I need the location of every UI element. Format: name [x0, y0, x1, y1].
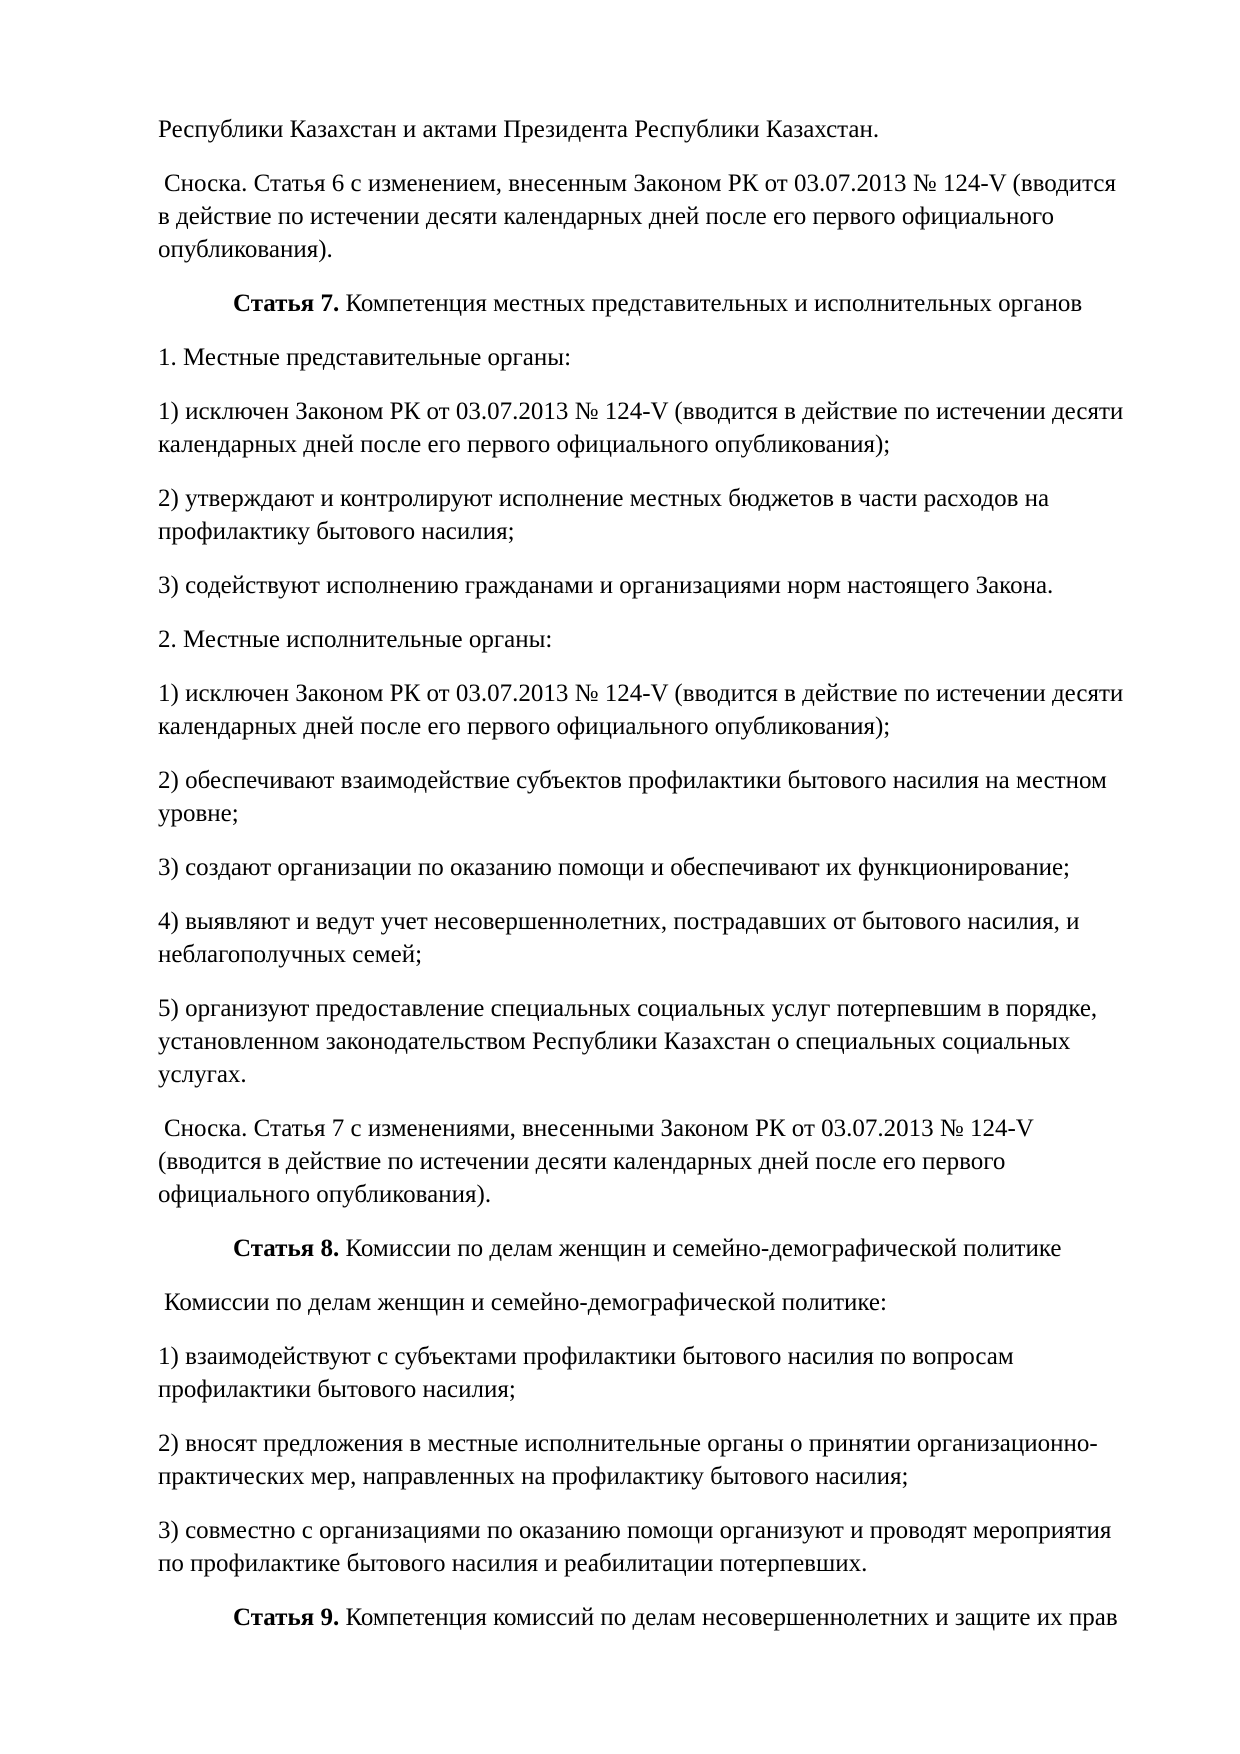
text-line: 1. Местные представительные органы: [158, 344, 572, 371]
paragraph [158, 851, 1200, 884]
paragraph [158, 1340, 1200, 1406]
text-line: в действие по истечении десяти календарных дней после его первого официального [158, 203, 1054, 230]
paragraph [158, 395, 1200, 461]
paragraph [158, 569, 1200, 602]
text-line: профилактики бытового насилия; [158, 1376, 516, 1403]
text-line: 2. Местные исполнительные органы: [158, 626, 553, 653]
text-line: по профилактике бытового насилия и реабилитации потерпевших. [158, 1550, 868, 1577]
paragraph [158, 992, 1200, 1091]
text-line: уровне; [158, 800, 239, 827]
paragraph [158, 764, 1200, 830]
text-line: Статья 9. Компетенция комиссий по делам несовершеннолетних и защите их прав [233, 1604, 1118, 1631]
article-heading [158, 1601, 1200, 1634]
text-line: 2) утверждают и контролируют исполнение местных бюджетов в части расходов на [158, 485, 1050, 512]
text-line: Комиссии по делам женщин и семейно-демографической политике: [164, 1289, 887, 1316]
text-line: Республики Казахстан и актами Президента Республики Казахстан. [158, 116, 880, 143]
text-line: официального опубликования). [158, 1181, 492, 1208]
text-line: 1) исключен Законом РК от 03.07.2013 № 124-V (вводится в действие по истечении десяти [158, 398, 1124, 425]
paragraph [158, 341, 1200, 374]
paragraph [158, 1286, 1200, 1319]
text-line: услугах. [158, 1061, 247, 1088]
footnote-paragraph [158, 167, 1200, 266]
article-number: Статья 9. [233, 1604, 346, 1631]
paragraph [158, 1514, 1200, 1580]
text-line: 1) исключен Законом РК от 03.07.2013 № 124-V (вводится в действие по истечении десяти [158, 680, 1124, 707]
text-line: 2) вносят предложения в местные исполнительные органы о принятии организационно- [158, 1430, 1098, 1457]
text-line: неблагополучных семей; [158, 941, 423, 968]
article-heading [158, 287, 1200, 320]
paragraph [158, 1427, 1200, 1493]
text-line: 5) организуют предоставление специальных социальных услуг потерпевшим в порядке, [158, 995, 1098, 1022]
text-line: Статья 7. Компетенция местных представительных и исполнительных органов [233, 290, 1083, 317]
text-line: 3) создают организации по оказанию помощи и обеспечивают их функционирование; [158, 854, 1070, 881]
text-line: 3) совместно с организациями по оказанию помощи организуют и проводят мероприятия [158, 1517, 1112, 1544]
text-line: Сноска. Статья 6 с изменением, внесенным Законом РК от 03.07.2013 № 124-V (вводится [164, 170, 1116, 197]
text-line: календарных дней после его первого официального опубликования); [158, 713, 891, 740]
text-line: 3) содействуют исполнению гражданами и организациями норм настоящего Закона. [158, 572, 1054, 599]
text-line: календарных дней после его первого официального опубликования); [158, 431, 891, 458]
footnote-paragraph [158, 1112, 1200, 1211]
text-line: установленном законодательством Республики Казахстан о специальных социальных [158, 1028, 1071, 1055]
text-line: (вводится в действие по истечении десяти календарных дней после его первого [158, 1148, 1006, 1175]
text-line: 1) взаимодействуют с субъектами профилактики бытового насилия по вопросам [158, 1343, 1014, 1370]
paragraph [158, 905, 1200, 971]
text-line: практических мер, направленных на профилактику бытового насилия; [158, 1463, 909, 1490]
paragraph [158, 677, 1200, 743]
article-number: Статья 8. [233, 1235, 346, 1262]
article-heading [158, 1232, 1200, 1265]
paragraph [158, 113, 1200, 146]
paragraph [158, 482, 1200, 548]
text-line: 4) выявляют и ведут учет несовершеннолетних, пострадавших от бытового насилия, и [158, 908, 1080, 935]
text-line: Статья 8. Комиссии по делам женщин и семейно-демографической политике [233, 1235, 1062, 1262]
text-line: 2) обеспечивают взаимодействие субъектов профилактики бытового насилия на местном [158, 767, 1107, 794]
text-line: Сноска. Статья 7 с изменениями, внесенными Законом РК от 03.07.2013 № 124-V [164, 1115, 1034, 1142]
text-line: профилактику бытового насилия; [158, 518, 515, 545]
text-line: опубликования). [158, 236, 333, 263]
article-number: Статья 7. [233, 290, 346, 317]
paragraph [158, 623, 1200, 656]
